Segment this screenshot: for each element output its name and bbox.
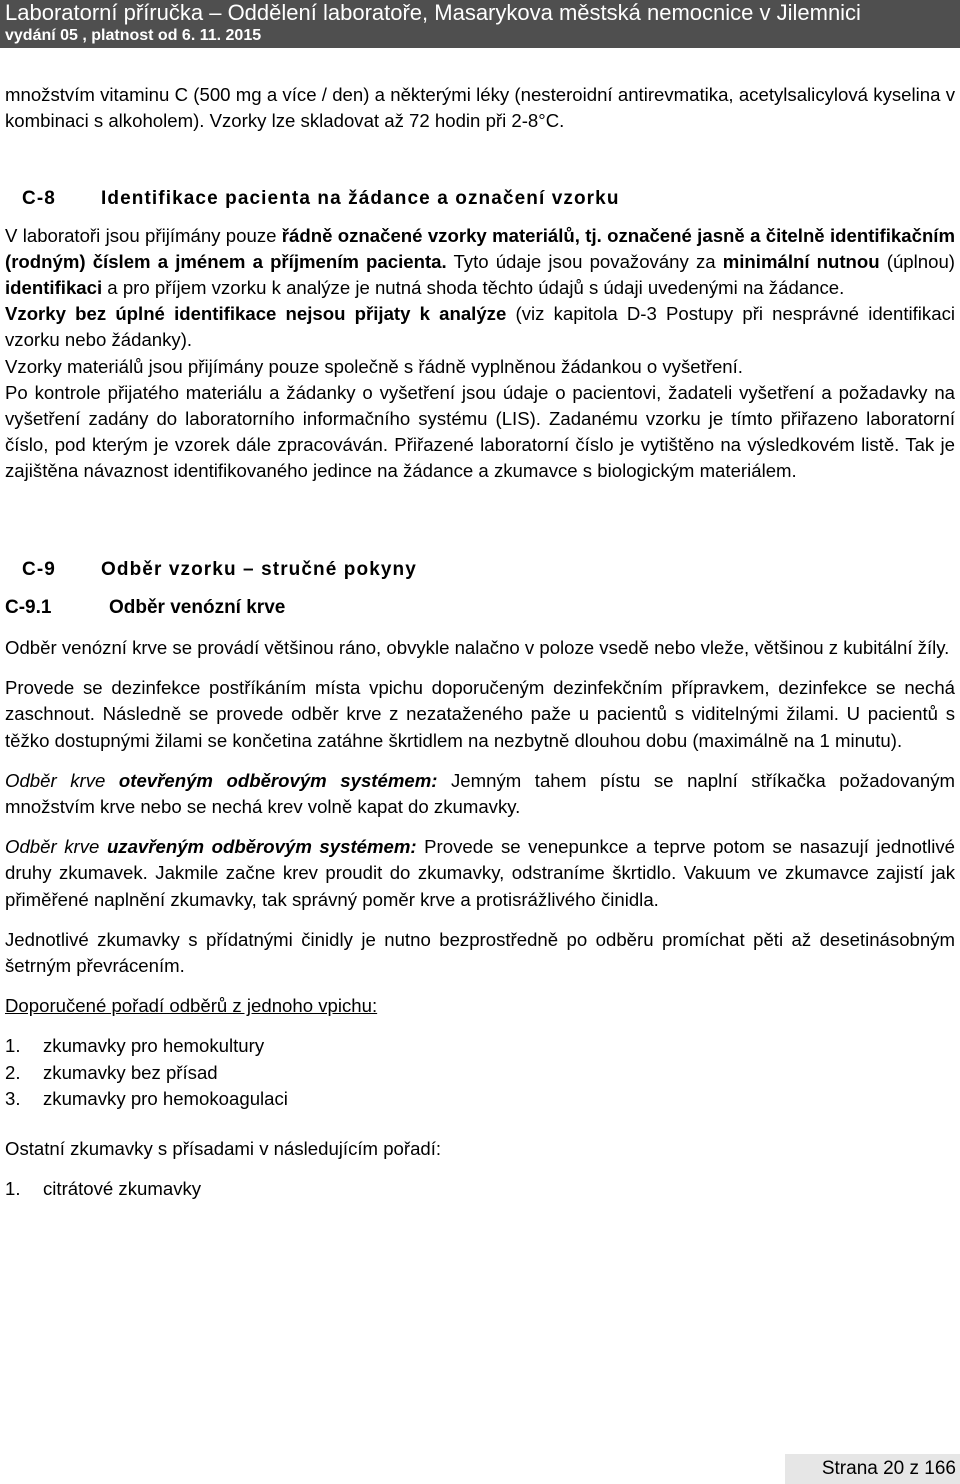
section-heading-c9 bbox=[5, 557, 955, 583]
text-run: Tyto údaje jsou považovány za bbox=[446, 250, 723, 272]
section-number: C-8 bbox=[22, 188, 56, 210]
text-run-bold: minimální nutnou bbox=[722, 250, 880, 272]
c8-paragraph-1 bbox=[5, 223, 955, 302]
header-edition: vydání 05 , platnost od 6. 11. 2015 bbox=[5, 27, 262, 44]
list-number: 1. bbox=[5, 1178, 21, 1200]
page-header bbox=[0, 0, 960, 48]
subsection-number: C-9.1 bbox=[5, 596, 52, 618]
section-title: Odběr vzorku – stručné pokyny bbox=[101, 558, 417, 580]
c91-closed-system bbox=[5, 834, 955, 913]
text-run: Provede se venepunkce a teprve potom se nasazují jednotlivé druhy zkumavek. Jakmile začne krev proudit do zkumavky, odstraníme škrtidlo. Vakuum ve zkumavce zajistí jak přiměřené naplnění zkumavky, tak správný poměr krve a protisrážlivého činidla. bbox=[5, 836, 955, 910]
list-text: citrátové zkumavky bbox=[43, 1178, 202, 1200]
c91-paragraph-3: Jednotlivé zkumavky s přídatnými činidly je nutno bezprostředně po odběru promíchat pěti až desetinásobným šetrným převrácením. bbox=[5, 928, 955, 977]
order-list bbox=[5, 1033, 955, 1112]
order-heading: Doporučené pořadí odběrů z jednoho vpichu: bbox=[5, 995, 378, 1017]
text-run: V laboratoři jsou přijímány pouze bbox=[5, 224, 282, 246]
section-heading-c8 bbox=[5, 186, 955, 212]
text-run-bold: řádně označené vzorky materiálů, tj. označené jasně a čitelně identifikačním (rodným) číslem a jménem a příjmením pacienta. bbox=[5, 224, 955, 272]
c91-paragraph-1: Odběr venózní krve se provádí většinou ráno, obvykle nalačno v poloze vsedě nebo vleže, většinou z kubitální žíly. bbox=[5, 637, 950, 659]
text-run-bold: Vzorky bez úplné identifikace nejsou přijaty k analýze bbox=[5, 303, 507, 325]
c91-paragraph-2: Provede se dezinfekce postříkáním místa vpichu doporučeným dezinfekčním přípravkem, dezinfekce se nechá zaschnout. Následně se provede odběr krve z nezataženého paže u pacientů s viditelnými žilami. U pacientů s těžko dostupnými žilami se končetina zatáhne škrtidlem na nezbytně dlouhou dobu (maximálně na 1 minutu). bbox=[5, 677, 955, 751]
list-item bbox=[5, 1060, 955, 1086]
text-run-bold-italic: otevřeným odběrovým systémem: bbox=[118, 769, 438, 791]
subsection-heading-c91 bbox=[5, 595, 955, 621]
text-run-italic: Odběr krve bbox=[5, 836, 107, 858]
text-run-italic: Odběr krve bbox=[5, 769, 119, 791]
text-run: (úplnou) bbox=[879, 250, 955, 272]
c8-paragraph-4: Po kontrole přijatého materiálu a žádanky o vyšetření jsou údaje o pacientovi, žadateli vyšetření a požadavky na vyšetření zadány do laboratorního informačního systému (LIS). Zadanému vzorku je tímto přiřazeno laboratorní číslo, pod kterým je vzorek dále zpracováván. Přiřazené laboratorní číslo je vytištěno na výsledkovém listě. Tak je zajištěna návaznost identifikovaného jedince na žádance a zkumavce s biologickým materiálem. bbox=[5, 381, 955, 482]
intro-paragraph: množstvím vitaminu C (500 mg a více / den) a některými léky (nesteroidní antirevmatika, acetylsalicylová kyselina v kombinaci s alkoholem). Vzorky lze skladovat až 72 hodin při 2-8°C. bbox=[5, 84, 955, 132]
list-number: 3. bbox=[5, 1087, 21, 1109]
list-item bbox=[5, 1033, 955, 1059]
page-number: Strana 20 z 166 bbox=[785, 1454, 960, 1484]
list-number: 1. bbox=[5, 1035, 21, 1057]
text-run: (viz kapitola D-3 Postupy při nesprávné identifikaci vzorku nebo žádanky). bbox=[5, 303, 956, 351]
c91-open-system bbox=[5, 768, 955, 820]
header-title: Laboratorní příručka – Oddělení laboratoře, Masarykova městská nemocnice v Jilemnici bbox=[5, 0, 861, 25]
c8-paragraph-2 bbox=[5, 301, 955, 353]
list-text: zkumavky pro hemokultury bbox=[43, 1035, 265, 1057]
text-run: Jemným tahem pístu se naplní stříkačka požadovaným množstvím krve nebo se nechá krev volně kapat do zkumavky. bbox=[5, 769, 955, 818]
text-run: a pro příjem vzorku k analýze je nutná shoda těchto údajů s údaji uvedenými na žádance. bbox=[102, 277, 845, 299]
list-text: zkumavky bez přísad bbox=[43, 1061, 218, 1083]
other-list bbox=[5, 1176, 955, 1202]
subsection-title: Odběr venózní krve bbox=[109, 596, 286, 618]
list-text: zkumavky pro hemokoagulaci bbox=[43, 1087, 288, 1109]
section-number: C-9 bbox=[22, 558, 56, 580]
list-number: 2. bbox=[5, 1061, 21, 1083]
c8-paragraph-3: Vzorky materiálů jsou přijímány pouze společně s řádně vyplněnou žádankou o vyšetření. bbox=[5, 355, 743, 377]
section-title: Identifikace pacienta na žádance a označení vzorku bbox=[101, 188, 620, 210]
document-body bbox=[5, 82, 955, 1203]
text-run-bold: identifikaci bbox=[5, 277, 103, 299]
list-item bbox=[5, 1086, 955, 1112]
text-run-bold-italic: uzavřeným odběrovým systémem: bbox=[106, 836, 417, 858]
other-heading: Ostatní zkumavky s přísadami v následujícím pořadí: bbox=[5, 1138, 442, 1160]
list-item bbox=[5, 1176, 955, 1202]
